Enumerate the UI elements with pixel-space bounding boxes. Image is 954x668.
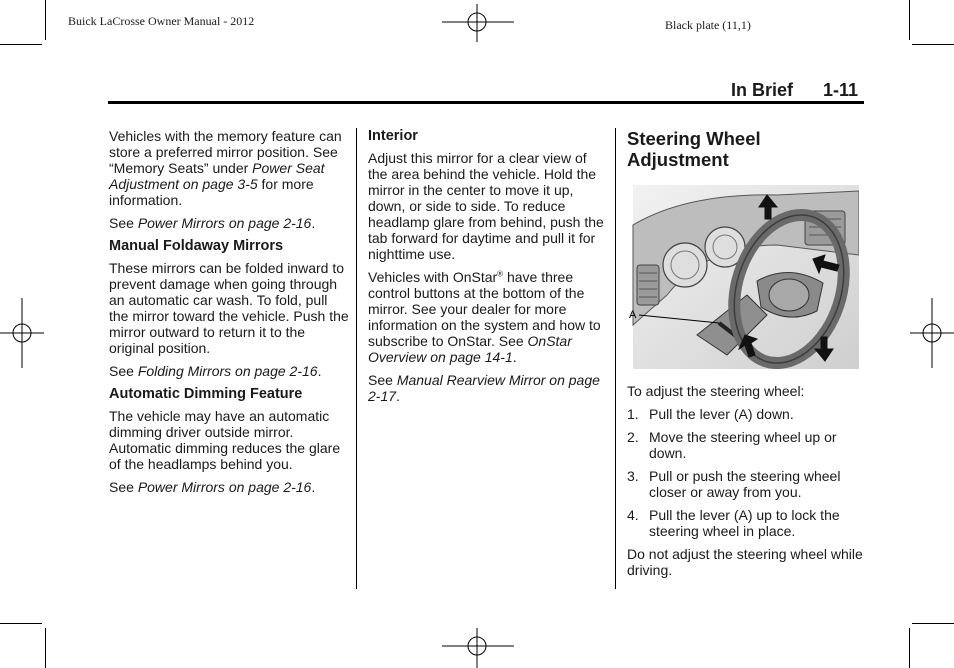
step-item [627, 406, 863, 422]
column-divider [356, 128, 357, 589]
registered-mark: ® [497, 269, 504, 279]
header-rule [108, 101, 864, 104]
reference-link: Manual Rearview Mirror on page 2-17 [368, 372, 600, 404]
crop-mark [912, 623, 954, 624]
crop-mark [912, 44, 954, 45]
reference-link: Power Mirrors on page 2-16 [137, 215, 312, 231]
memory-paragraph [109, 128, 349, 208]
manual-title: Buick LaCrosse Owner Manual - 2012 [68, 14, 255, 28]
see-reference: See Power Mirrors on page 2-16. [109, 479, 316, 495]
registration-mark-icon [0, 298, 44, 368]
see-label: See [109, 215, 138, 231]
column-middle [368, 128, 604, 411]
column-divider [615, 128, 616, 589]
onstar-text-end: have three control buttons at the bottom of the mirror. See your dealer for more information on the system and how to subscribe to OnStar. See [368, 269, 601, 349]
crop-mark [0, 44, 42, 45]
reference-link: Power Mirrors on page 2-16 [137, 479, 312, 495]
warning-text: Do not adjust the steering wheel while driving. [627, 546, 863, 578]
step-text: Move the steering wheel up or down. [649, 429, 837, 461]
reference-link: Folding Mirrors on page 2-16 [137, 363, 318, 379]
interior-paragraph: Adjust this mirror for a clear view of the area behind the vehicle. Hold the mirror in the center to move it up, down, or side to side. To reduce headlamp glare from behind, push the tab forward for daytime and pull it for nighttime use. [368, 150, 604, 262]
foldaway-paragraph: These mirrors can be folded inward to prevent damage when going through an automatic car wash. To fold, pull the mirror toward the vehicle. Push the mirror outward to return it to the original position. [109, 260, 349, 356]
steering-wheel-title: Steering Wheel Adjustment [627, 128, 761, 170]
column-right [627, 128, 863, 585]
steering-wheel-illustration [627, 185, 859, 369]
crop-mark [909, 628, 910, 668]
see-reference: See Manual Rearview Mirror on page 2-17. [368, 372, 600, 404]
column-left [109, 128, 349, 502]
step-item [627, 429, 863, 461]
step-number: 3. [627, 468, 639, 484]
crop-mark [45, 0, 46, 40]
step-number: 4. [627, 507, 639, 523]
page-number: 1-11 [823, 80, 859, 100]
steps-list [627, 406, 863, 539]
onstar-text: Vehicles with OnStar [368, 269, 498, 285]
reference-link: OnStar Overview on page 14-1 [368, 333, 572, 365]
crop-mark [45, 628, 46, 668]
step-text: Pull or push the steering wheel closer or away from you. [649, 468, 841, 500]
adjust-lead: To adjust the steering wheel: [627, 383, 805, 399]
lever-label: A [629, 309, 637, 321]
step-item [627, 507, 863, 539]
see-label: See [109, 479, 138, 495]
memory-reference: Power Seat Adjustment on page 3-5 [109, 160, 325, 192]
heading-interior: Interior [368, 128, 418, 144]
section-title: In Brief [731, 80, 794, 100]
memory-text-end: for more information. [109, 176, 314, 208]
step-number: 2. [627, 429, 639, 445]
section-header [731, 80, 858, 101]
memory-text: Vehicles with the memory feature can store a preferred mirror position. See “Memory Seats” under [109, 128, 342, 176]
heading-automatic-dimming: Automatic Dimming Feature [109, 386, 303, 402]
crop-mark [0, 623, 42, 624]
onstar-paragraph: Vehicles with OnStar® have three control buttons at the bottom of the mirror. See your dealer for more information on the system and how to subscribe to OnStar. See OnStar Overview on page 14-1. [368, 269, 601, 365]
see-label: See [368, 372, 397, 388]
see-reference: See Folding Mirrors on page 2-16. [109, 363, 322, 379]
registration-mark-icon [910, 298, 954, 368]
step-text: Pull the lever (A) up to lock the steering wheel in place. [649, 507, 840, 539]
crop-mark [909, 0, 910, 40]
registration-mark-icon [442, 4, 514, 42]
heading-manual-foldaway: Manual Foldaway Mirrors [109, 238, 284, 254]
step-number: 1. [627, 406, 639, 422]
see-reference: See Power Mirrors on page 2-16. [109, 215, 316, 231]
step-item [627, 468, 863, 500]
dimming-paragraph: The vehicle may have an automatic dimming driver outside mirror. Automatic dimming reduces the glare of the headlamps behind you. [109, 408, 341, 472]
see-label: See [109, 363, 138, 379]
registration-mark-icon [442, 628, 514, 668]
step-text: Pull the lever (A) down. [649, 406, 794, 422]
plate-label: Black plate (11,1) [665, 18, 751, 32]
